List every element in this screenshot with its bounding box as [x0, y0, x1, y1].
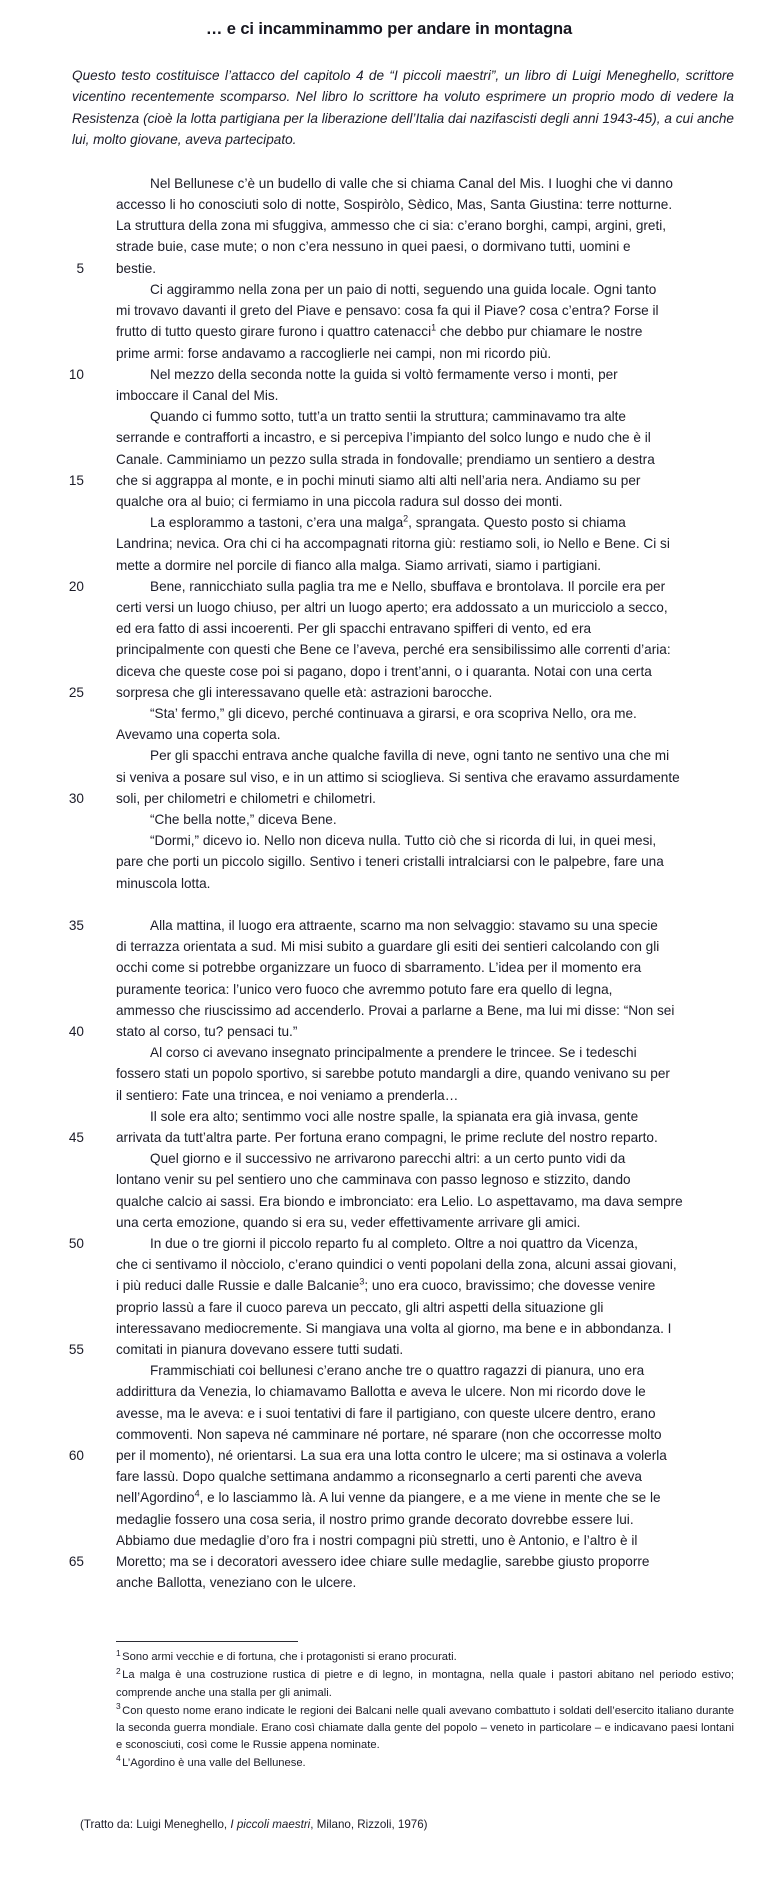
- text-line: [44, 788, 734, 809]
- text-line: [44, 236, 734, 257]
- line-text: addirittura da Venezia, lo chiamavamo Ballotta e aveva le ulcere. Non mi ricordo dove le: [116, 1384, 646, 1400]
- line-number: 40: [68, 1023, 84, 1039]
- line-number: 10: [68, 366, 84, 382]
- text-line: [44, 1275, 734, 1296]
- line-text: Landrina; nevica. Ora chi ci ha accompagnati ritorna giù: restiamo soli, io Nello e Bene. Ci si: [116, 536, 670, 552]
- line-text: qualche ora al buio; ci fermiamo in una piccola radura sul dosso dei monti.: [116, 493, 563, 509]
- text-line: [44, 173, 734, 194]
- line-text: interessavano mediocremente. Si mangiava una volta al giorno, ma bene e in abbondanza. I: [116, 1320, 672, 1336]
- footnote-marker: 4: [116, 1752, 121, 1763]
- text-line: [44, 1063, 734, 1084]
- line-text: diceva che queste cose poi si pagano, dopo i trent’anni, o i quaranta. Notai con una certa: [116, 663, 652, 679]
- text-line: [44, 576, 734, 597]
- text-line: [44, 1339, 734, 1360]
- text-line: [44, 894, 734, 915]
- line-number: 30: [68, 790, 84, 806]
- line-text: prime armi: forse andavamo a raccoglierle nei campi, non mi ricordo più.: [116, 345, 552, 361]
- line-text: Quel giorno e il successivo ne arrivarono parecchi altri: a un certo punto vidi da: [150, 1151, 626, 1167]
- text-line: [44, 639, 734, 660]
- text-line: [44, 343, 734, 364]
- text-line: [44, 724, 734, 745]
- text-line: [44, 915, 734, 936]
- text-line: [44, 1466, 734, 1487]
- line-text: mette a dormire nel porcile di fianco alla malga. Siamo arrivati, siamo i partigiani.: [116, 557, 602, 573]
- line-text: arrivata da tutt’altra parte. Per fortuna erano compagni, le prime reclute del nostro reparto.: [116, 1130, 658, 1145]
- line-text: medaglie fossero una cosa seria, il nostro primo grande decorato dovrebbe essere lui.: [116, 1511, 634, 1527]
- line-text: Nel Bellunese c’è un budello di valle che si chiama Canal del Mis. I luoghi che vi danno: [150, 175, 673, 191]
- line-number: 5: [76, 260, 84, 276]
- text-line: [44, 279, 734, 300]
- text-line: [44, 470, 734, 491]
- text-line: [44, 1212, 734, 1233]
- text-line: [44, 979, 734, 1000]
- line-text: “Sta’ fermo,” gli dicevo, perché continuava a girarsi, e ora scopriva Nello, ora me.: [150, 705, 637, 721]
- line-text: pare che porti un piccolo sigillo. Sentivo i teneri cristalli intralciarsi con le palpebre, fare una: [116, 854, 664, 870]
- text-line: [44, 1572, 734, 1593]
- line-text: “Dormi,” dicevo io. Nello non diceva nulla. Tutto ciò che si ricorda di lui, in quei mesi,: [150, 833, 657, 849]
- text-line: [44, 258, 734, 279]
- footnote-item: [116, 1649, 734, 1666]
- text-line: [44, 512, 734, 533]
- line-text: Il sole era alto; sentimmo voci alle nostre spalle, la spianata era già invasa, gente: [150, 1108, 639, 1124]
- footnote-ref: 2: [403, 513, 409, 524]
- text-line: [44, 1487, 734, 1508]
- line-text: frutto di tutto questo girare furono i quattro catenacci$^1$ che debbo pur chiamare le nostre: [116, 322, 643, 340]
- line-text: accesso li ho conosciuti solo di notte, Sospiròlo, Sèdico, Mas, Santa Giustina: terre notturne.: [116, 197, 673, 213]
- text-line: [44, 406, 734, 427]
- text-line: [44, 597, 734, 618]
- source-work-title: I piccoli maestri: [230, 1817, 311, 1831]
- line-text: serrande e contrafforti a incastro, e si percepiva l’impianto del solco lungo e nudo che è il: [116, 430, 651, 446]
- text-line: [44, 957, 734, 978]
- text-line: [44, 385, 734, 406]
- line-text: ed era fatto di assi incoerenti. Per gli spacchi entravano spifferi di vento, ed era: [116, 621, 592, 637]
- text-line: [44, 1445, 734, 1466]
- line-text: Per gli spacchi entrava anche qualche favilla di neve, ogni tanto ne sentivo una che mi: [150, 748, 670, 764]
- text-line: [44, 936, 734, 957]
- footnote-ref: 1: [431, 322, 437, 333]
- line-text: il sentiero: Fate una trincea, e noi veniamo a prenderla…: [116, 1087, 459, 1103]
- line-number: 45: [68, 1130, 84, 1145]
- text-line: [44, 1042, 734, 1063]
- text-line: [44, 1233, 734, 1254]
- line-number: 35: [68, 917, 84, 933]
- text-line: [44, 533, 734, 554]
- line-number: 65: [68, 1554, 84, 1570]
- line-text: per il momento), né orientarsi. La sua era una lotta contro le ulcere; ma si ostinava a volerla: [116, 1448, 667, 1464]
- footnote-item: [116, 1667, 734, 1701]
- line-number: 50: [68, 1236, 84, 1252]
- text-line: [44, 767, 734, 788]
- line-text: fare lassù. Dopo qualche settimana andammo a riconsegnarlo a certi parenti che aveva: [116, 1469, 642, 1485]
- footnote-separator-rule: [116, 1641, 298, 1642]
- text-line: [44, 1424, 734, 1445]
- line-text: i più reduci dalle Russie e dalle Balcanie$^3$; uno era cuoco, bravissimo; che dovesse venire: [116, 1276, 656, 1294]
- footnote-item: [116, 1700, 734, 1754]
- line-number: 20: [68, 578, 84, 594]
- line-text: anche Ballotta, veneziano con le ulcere.: [116, 1575, 357, 1591]
- text-line: [44, 491, 734, 512]
- line-text: soli, per chilometri e chilometri e chilometri.: [116, 790, 376, 806]
- line-number: 15: [68, 472, 84, 488]
- line-text: ammesso che riuscissimo ad accenderlo. Provai a parlarne a Bene, ma lui mi disse: “Non sei: [116, 1002, 675, 1018]
- source-prefix: (Tratto da: Luigi Meneghello,: [80, 1817, 231, 1831]
- text-line: [44, 830, 734, 851]
- line-number: 60: [68, 1448, 84, 1464]
- source-suffix: , Milano, Rizzoli, 1976): [310, 1817, 428, 1831]
- text-line: [44, 321, 734, 342]
- line-text: Bene, rannicchiato sulla paglia tra me e Nello, sbuffava e brontolava. Il porcile era per: [150, 578, 666, 594]
- line-text: imboccare il Canal del Mis.: [116, 387, 279, 403]
- text-line: [44, 1000, 734, 1021]
- line-text: lontano venir su pel sentiero uno che camminava con passo legnoso e stizzito, dando: [116, 1172, 631, 1188]
- text-line: [44, 215, 734, 236]
- text-line: [44, 1169, 734, 1190]
- text-line: [44, 873, 734, 894]
- line-text: Al corso ci avevano insegnato principalmente a prendere le trincee. Se i tedeschi: [150, 1045, 637, 1061]
- text-line: [44, 1191, 734, 1212]
- text-line: [44, 1403, 734, 1424]
- text-line: [44, 1360, 734, 1381]
- text-line: [44, 703, 734, 724]
- line-text: strade buie, case mute; o non c’era nessuno in quei paesi, o dormivano tutti, uomini e: [116, 239, 631, 255]
- line-text: una certa emozione, quando si era su, veder effettivamente arrivare gli amici.: [116, 1214, 581, 1230]
- line-text: di terrazza orientata a sud. Mi misi subito a guardare gli esiti dei sentieri calcolando con gli: [116, 939, 660, 955]
- text-line: [44, 1127, 734, 1148]
- text-line: [44, 661, 734, 682]
- line-text: Nel mezzo della seconda notte la guida si voltò fermamente verso i monti, per: [150, 366, 618, 382]
- line-text: Frammischiati coi bellunesi c’erano anche tre o quattro ragazzi di pianura, uno era: [150, 1363, 645, 1379]
- text-line: [44, 1318, 734, 1339]
- line-text: occhi come si potrebbe organizzare un fuoco di sbarramento. L’idea per il momento era: [116, 960, 642, 976]
- line-text: Abbiamo due medaglie d’oro fra i nostri compagni più stretti, uno è Antonio, e l’altro è il: [116, 1532, 638, 1548]
- footnote-marker: 3: [116, 1700, 121, 1711]
- text-line: [44, 809, 734, 830]
- text-line: [44, 682, 734, 703]
- footnote-marker: 2: [116, 1665, 121, 1676]
- line-text: che si aggrappa al monte, e in pochi minuti siamo alti alti nell’aria nera. Andiamo su per: [116, 472, 641, 488]
- line-text: Alla mattina, il luogo era attraente, scarno ma non selvaggio: stavamo su una specie: [150, 917, 658, 933]
- footnote-text: La malga è una costruzione rustica di pietre e di legno, in montagna, nella quale i pastori abitano nel periodo estivo; comprende anche una stalla per gli animali.: [116, 1669, 734, 1699]
- text-line: [44, 300, 734, 321]
- text-line: [44, 1254, 734, 1275]
- text-line: [44, 555, 734, 576]
- line-text: stato al corso, tu? pensaci tu.”: [116, 1023, 298, 1039]
- line-text: In due o tre giorni il piccolo reparto fu al completo. Oltre a noi quattro da Vicenza,: [150, 1236, 638, 1252]
- text-line: [44, 618, 734, 639]
- footnotes-section: [44, 1641, 734, 1771]
- line-text: Avevamo una coperta sola.: [116, 727, 281, 743]
- footnote-item: [116, 1752, 734, 1772]
- line-text: “Che bella notte,” diceva Bene.: [150, 811, 337, 827]
- page-title: … e ci incamminammo per andare in montagna: [205, 20, 573, 38]
- footnote-ref: 3: [359, 1276, 365, 1287]
- line-number: 25: [68, 684, 84, 700]
- line-text: comitati in pianura dovevano essere tutti sudati.: [116, 1342, 404, 1358]
- line-number: 55: [68, 1342, 84, 1358]
- text-line: [44, 1021, 734, 1042]
- text-line: [44, 364, 734, 385]
- footnote-text: Con questo nome erano indicate le regioni dei Balcani nelle quali avevano combattuto i soldati dell’esercito italiano durante la seconda guerra mondiale. Erano così chiamate dalla gente del popolo – veneto in particolare – e indicavano paesi lontani e sconosciuti, così come le Russie appena nominate.: [116, 1704, 734, 1751]
- line-text: nell’Agordino$^4$, e lo lasciammo là. A lui venne da piangere, e a me viene in mente che se le: [116, 1488, 661, 1506]
- intro-paragraph: Questo testo costituisce l’attacco del capitolo 4 de “I piccoli maestri”, un libro di Luigi Meneghello, scrittore vicentino recentemente scomparso. Nel libro lo scrittore ha voluto esprimere un proprio modo di vedere la Resistenza (cioè la lotta partigiana per la liberazione dell’Italia dai nazifascisti degli anni 1943-45), a cui anche lui, molto giovane, aveva partecipato.: [72, 68, 734, 148]
- line-text: qualche calcio ai sassi. Era biondo e imbronciato: era Lelio. Lo aspettavamo, ma dava sempre: [116, 1193, 683, 1209]
- text-line: [44, 1551, 734, 1572]
- text-line: [44, 1085, 734, 1106]
- footnote-ref: 4: [194, 1488, 200, 1499]
- line-text: sorpresa che gli interessavano quelle età: astrazioni barocche.: [116, 684, 493, 700]
- text-line: [44, 1106, 734, 1127]
- footnote-text: L’Agordino è una valle del Bellunese.: [122, 1756, 306, 1769]
- text-line: [44, 1530, 734, 1551]
- text-line: [44, 194, 734, 215]
- line-text: certi versi un luogo chiuso, per altri un luogo aperto; era addossato a un muricciolo a secco,: [116, 599, 668, 615]
- text-line: [44, 1509, 734, 1530]
- line-text: puramente teorica: l’unico vero fuoco che avremmo potuto fare era quello di legna,: [116, 981, 613, 997]
- line-text: minuscola lotta.: [116, 875, 211, 891]
- line-text: si veniva a posare sul viso, e in un attimo si scioglieva. Si sentiva che eravamo assurdamente: [116, 769, 680, 785]
- footnote-text: Sono armi vecchie e di fortuna, che i protagonisti si erano procurati.: [122, 1651, 457, 1664]
- text-line: [44, 851, 734, 872]
- line-text: fossero stati un popolo sportivo, si sarebbe potuto mandargli a dire, quando venivano su per: [116, 1066, 670, 1082]
- line-text: che ci sentivamo il nòcciolo, c’erano quindici o venti popolani della zona, alcuni assai giovani,: [116, 1257, 677, 1273]
- line-text: Moretto; ma se i decoratori avessero idee chiare sulle medaglie, sarebbe giusto proporre: [116, 1554, 650, 1570]
- line-text: Ci aggirammo nella zona per un paio di notti, seguendo una guida locale. Ogni tanto: [150, 281, 657, 297]
- text-line: [44, 745, 734, 766]
- text-line: [44, 427, 734, 448]
- numbered-text-body: [44, 173, 734, 1594]
- text-line: [44, 1148, 734, 1169]
- line-text: bestie.: [116, 260, 157, 276]
- footnote-marker: 1: [116, 1647, 121, 1658]
- text-line: [44, 449, 734, 470]
- footnote-list: [116, 1649, 734, 1771]
- line-text: La struttura della zona mi sfuggiva, ammesso che ci sia: c’erano borghi, campi, argini, greti,: [116, 218, 667, 234]
- source-citation: [44, 1818, 734, 1831]
- line-text: commoventi. Non sapeva né camminare né portare, né sparare (non che occorresse molto: [116, 1426, 662, 1442]
- text-line: [44, 1297, 734, 1318]
- line-text: principalmente con questi che Bene ce l’aveva, perché era sensibilissimo alle correnti d’aria:: [116, 642, 671, 658]
- line-text: Quando ci fummo sotto, tutt’a un tratto sentii la struttura; camminavamo tra alte: [150, 409, 626, 425]
- line-text: mi trovavo davanti il greto del Piave e pensavo: cosa fa qui il Piave? cosa c’entra? Forse il: [116, 303, 659, 319]
- line-text: avesse, ma le aveva: e i suoi tentativi di fare il partigiano, con queste ulcere dentro, erano: [116, 1405, 656, 1421]
- line-text: La esplorammo a tastoni, c’era una malga$^2$, sprangata. Questo posto si chiama: [150, 513, 626, 531]
- text-line: [44, 1381, 734, 1402]
- line-text: Canale. Camminiamo un pezzo sulla strada in fondovalle; prendiamo un sentiero a destra: [116, 451, 655, 467]
- line-text: proprio lassù a fare il cuoco pareva un peccato, gli altri aspetti della situazione gli: [116, 1299, 604, 1315]
